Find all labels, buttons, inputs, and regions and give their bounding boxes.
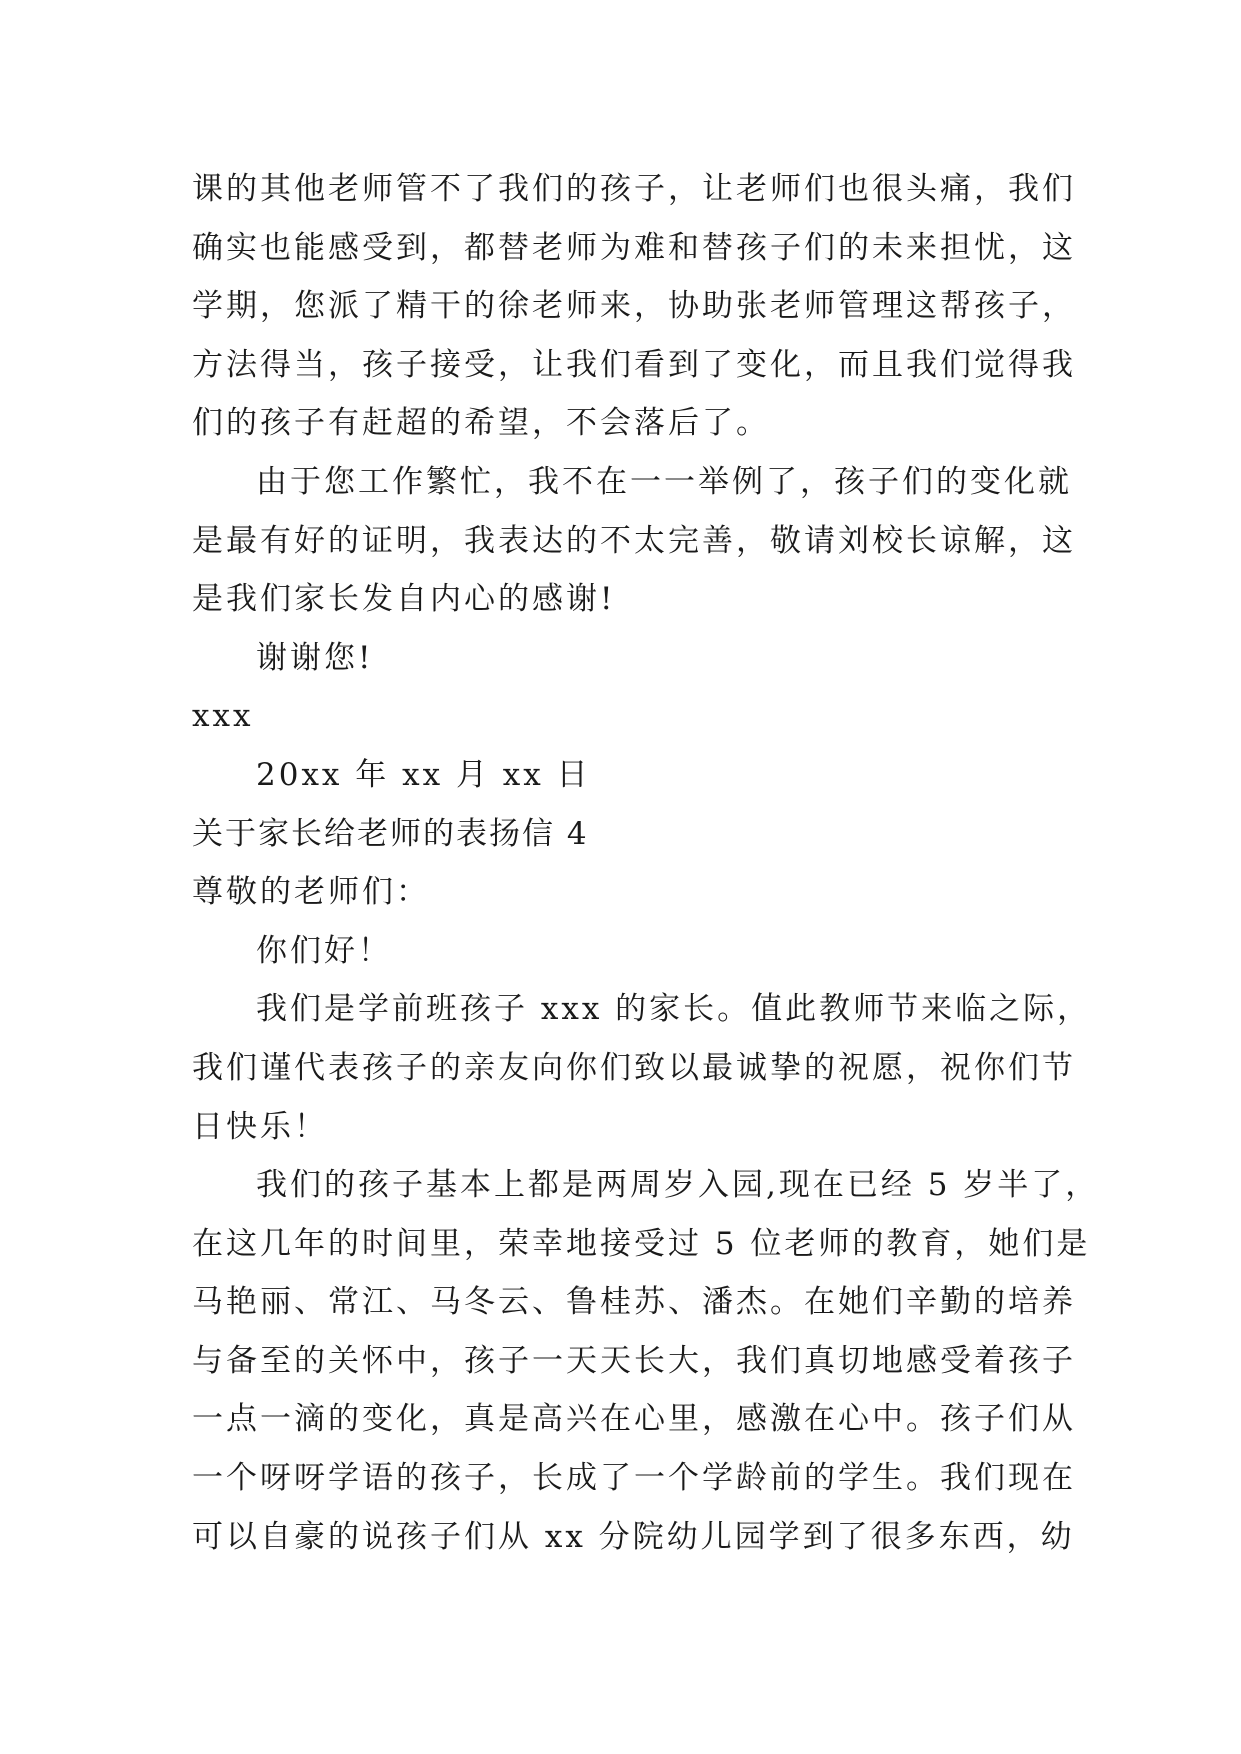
- greeting: 你们好！: [256, 932, 392, 969]
- text-line: 在这几年的时间里，荣幸地接受过 5 位老师的教育，她们是: [192, 1225, 1091, 1262]
- text-line: 们的孩子有赶超的希望，不会落后了。: [192, 405, 770, 442]
- text-line: 与备至的关怀中，孩子一天天长大，我们真切地感受着孩子: [192, 1342, 1076, 1379]
- text-line: 日快乐！: [192, 1108, 328, 1145]
- section-title: 关于家长给老师的表扬信 4: [192, 815, 589, 852]
- text-line: 可以自豪的说孩子们从 xx 分院幼儿园学到了很多东西，幼: [192, 1518, 1075, 1555]
- paragraph-start-line: 由于您工作繁忙，我不在一一举例了，孩子们的变化就: [256, 463, 1072, 500]
- text-line: 我们谨代表孩子的亲友向你们致以最诚挚的祝愿，祝你们节: [192, 1049, 1076, 1086]
- text-line: 一点一滴的变化，真是高兴在心里，感激在心中。孩子们从: [192, 1401, 1076, 1438]
- text-line: 是最有好的证明，我表达的不太完善，敬请刘校长谅解，这: [192, 522, 1076, 559]
- paragraph-start-line: 我们是学前班孩子 xxx 的家长。值此教师节来临之际，: [256, 991, 1092, 1028]
- text-line: 是我们家长发自内心的感谢!: [192, 581, 616, 618]
- letter-date: 20xx 年 xx 月 xx 日: [256, 756, 591, 793]
- paragraph-start-line: 我们的孩子基本上都是两周岁入园,现在已经 5 岁半了，: [256, 1167, 1100, 1204]
- document-body: [192, 160, 1100, 1566]
- text-line: 课的其他老师管不了我们的孩子，让老师们也很头痛，我们: [192, 171, 1076, 207]
- text-line: 一个呀呀学语的孩子，长成了一个学龄前的学生。我们现在: [192, 1460, 1076, 1497]
- text-line: 马艳丽、常江、马冬云、鲁桂苏、潘杰。在她们辛勤的培养: [192, 1284, 1076, 1321]
- signature: xxx: [192, 698, 254, 735]
- closing-thanks: 谢谢您!: [256, 639, 374, 676]
- text-line: 方法得当，孩子接受，让我们看到了变化，而且我们觉得我: [192, 346, 1076, 383]
- text-line: 确实也能感受到，都替老师为难和替孩子们的未来担忧，这: [192, 229, 1076, 266]
- text-line: 学期，您派了精干的徐老师来，协助张老师管理这帮孩子，: [192, 288, 1076, 325]
- salutation: 尊敬的老师们：: [192, 874, 430, 911]
